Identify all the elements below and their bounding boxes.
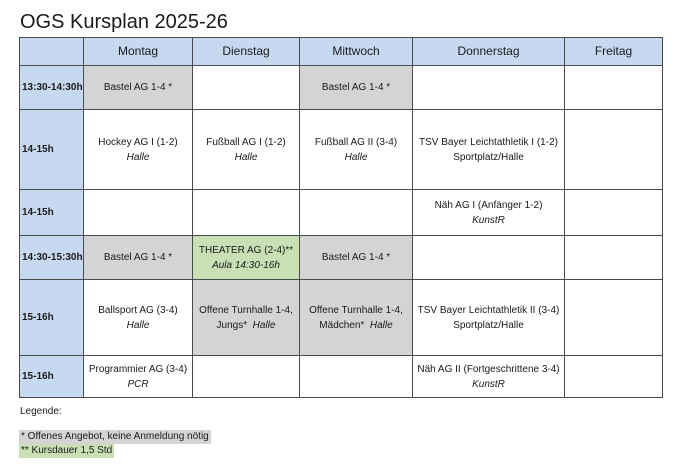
- course-cell: [413, 236, 565, 280]
- page-title: OGS Kursplan 2025-26: [20, 11, 228, 33]
- course-group: Jungs*: [216, 319, 248, 331]
- course-cell: [413, 66, 565, 110]
- course-name: Näh AG II (Fortgeschrittene 3-4): [417, 363, 560, 375]
- course-cell: [300, 356, 413, 398]
- course-name: Fußball AG I (1-2): [206, 136, 286, 148]
- header-row: [20, 38, 663, 66]
- header-day: Dienstag: [193, 38, 300, 66]
- course-cell: [193, 356, 300, 398]
- course-cell: [193, 190, 300, 236]
- course-name: Bastel AG 1-4 *: [321, 82, 391, 93]
- table-row: [20, 236, 663, 280]
- course-location: PCR: [127, 378, 149, 390]
- course-cell: [193, 66, 300, 110]
- time-slot: 13:30-14:30h: [20, 66, 84, 110]
- course-cell: [84, 190, 193, 236]
- course-cell: [300, 66, 413, 110]
- course-cell: [84, 66, 193, 110]
- table-row: [20, 66, 663, 110]
- time-slot: 14-15h: [20, 190, 84, 236]
- course-location: Halle: [252, 319, 276, 331]
- course-location: Sportplatz/Halle: [453, 151, 524, 163]
- table-row: [20, 110, 663, 190]
- course-name: THEATER AG (2-4)**: [198, 244, 294, 256]
- course-name: Hockey AG I (1-2): [98, 136, 178, 148]
- course-cell: [565, 66, 663, 110]
- table-row: [20, 356, 663, 398]
- course-location: Halle: [126, 319, 150, 331]
- course-name: Bastel AG 1-4 *: [103, 252, 173, 263]
- course-name-line2: [302, 318, 410, 333]
- course-cell: [413, 190, 565, 236]
- course-cell: [565, 190, 663, 236]
- course-name-line2: [195, 318, 297, 333]
- course-cell: [565, 356, 663, 398]
- course-name: Programmier AG (3-4): [88, 363, 188, 375]
- time-slot: 14:30-15:30h: [20, 236, 84, 280]
- course-cell: [413, 110, 565, 190]
- legend-open-offer: * Offenes Angebot, keine Anmeldung nötig: [21, 431, 209, 442]
- course-cell: [300, 190, 413, 236]
- course-location: Halle: [344, 151, 368, 163]
- table-row: [20, 280, 663, 356]
- course-cell: [300, 236, 413, 280]
- course-cell: [565, 236, 663, 280]
- table-row: [20, 190, 663, 236]
- course-cell: [84, 110, 193, 190]
- header-corner: [20, 38, 84, 66]
- legend-label: Legende:: [20, 406, 62, 417]
- course-name: TSV Bayer Leichtathletik I (1-2): [419, 136, 558, 148]
- course-name: Bastel AG 1-4 *: [321, 252, 391, 263]
- course-cell: [84, 356, 193, 398]
- course-cell: [413, 356, 565, 398]
- course-cell: [84, 236, 193, 280]
- time-slot: 14-15h: [20, 110, 84, 190]
- course-cell: [84, 280, 193, 356]
- header-day: Mittwoch: [300, 38, 413, 66]
- time-slot: 15-16h: [20, 356, 84, 398]
- course-location: KunstR: [472, 378, 505, 390]
- course-name: Näh AG I (Anfänger 1-2): [434, 199, 543, 211]
- course-cell: [565, 280, 663, 356]
- course-cell: [300, 110, 413, 190]
- legend-course-duration: ** Kursdauer 1,5 Std: [21, 445, 113, 456]
- header-day: Freitag: [565, 38, 663, 66]
- course-location: Halle: [126, 151, 150, 163]
- course-group: Mädchen*: [319, 319, 365, 331]
- course-location: Sportplatz/Halle: [453, 319, 524, 331]
- time-slot: 15-16h: [20, 280, 84, 356]
- course-cell: [193, 280, 300, 356]
- course-location: Halle: [234, 151, 258, 163]
- course-name: Bastel AG 1-4 *: [103, 82, 173, 93]
- course-name: TSV Bayer Leichtathletik II (3-4): [417, 304, 560, 316]
- course-cell: [413, 280, 565, 356]
- course-location: Aula 14:30-16h: [212, 259, 280, 271]
- course-cell: [193, 110, 300, 190]
- course-cell: [300, 280, 413, 356]
- course-cell: [193, 236, 300, 280]
- course-name: Fußball AG II (3-4): [314, 136, 398, 148]
- schedule-table: [19, 37, 663, 398]
- course-cell: [565, 110, 663, 190]
- course-location: KunstR: [472, 214, 505, 226]
- header-day: Montag: [84, 38, 193, 66]
- course-name: Ballsport AG (3-4): [98, 304, 178, 316]
- header-day: Donnerstag: [413, 38, 565, 66]
- course-name: Offene Turnhalle 1-4,: [309, 304, 403, 316]
- course-name: Offene Turnhalle 1-4,: [199, 304, 293, 316]
- course-location: Halle: [369, 319, 393, 331]
